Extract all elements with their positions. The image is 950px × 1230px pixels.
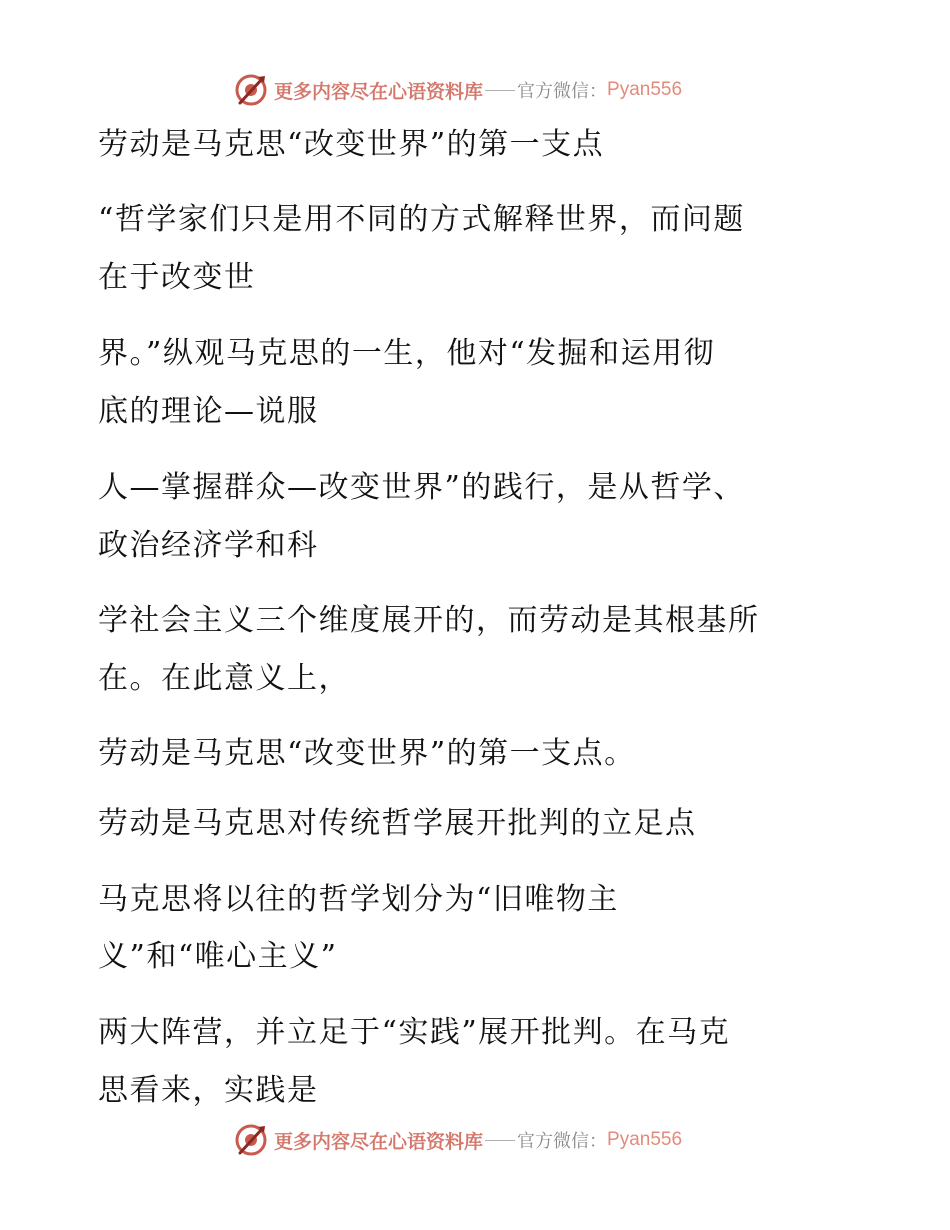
watermark-wechat-label: 官方微信： [517, 81, 608, 102]
footer-watermark [234, 1122, 682, 1158]
text-line: 劳动是马克思对传统哲学展开批判的立足点 [98, 806, 697, 841]
text-line: “哲学家们只是用不同的方式解释世界，而问题 [98, 202, 745, 237]
watermark-dash [485, 90, 515, 91]
text-line: 底的理论—说服 [98, 394, 319, 429]
text-line: 劳动是马克思“改变世界”的第一支点 [98, 127, 605, 162]
text-line: 政治经济学和科 [98, 528, 319, 563]
text-line: 在于改变世 [98, 260, 256, 295]
text-line: 劳动是马克思“改变世界”的第一支点。 [98, 736, 636, 771]
watermark-wechat-id: Pyan556 [607, 1129, 683, 1150]
pen-logo-icon [234, 73, 268, 107]
watermark-dash [485, 1140, 515, 1141]
watermark-wechat-label: 官方微信： [517, 1131, 608, 1152]
watermark-wechat-id: Pyan556 [607, 79, 683, 100]
text-line: 人—掌握群众—改变世界”的践行，是从哲学、 [98, 470, 745, 505]
watermark-site-text: 更多内容尽在心语资料库 [274, 1130, 484, 1153]
text-line: 马克思将以往的哲学划分为“旧唯物主 [98, 882, 619, 917]
text-line: 学社会主义三个维度展开的，而劳动是其根基所 [98, 603, 760, 638]
watermark-site-text: 更多内容尽在心语资料库 [274, 80, 484, 103]
text-line: 在。在此意义上， [98, 661, 350, 696]
text-line: 界。”纵观马克思的一生，他对“发掘和运用彻 [98, 336, 716, 371]
text-line: 两大阵营，并立足于“实践”展开批判。在马克 [98, 1015, 731, 1050]
header-watermark [234, 72, 682, 108]
text-line: 思看来，实践是 [98, 1073, 319, 1108]
pen-logo-icon [234, 1123, 268, 1157]
text-line: 义”和“唯心主义” [98, 939, 338, 974]
